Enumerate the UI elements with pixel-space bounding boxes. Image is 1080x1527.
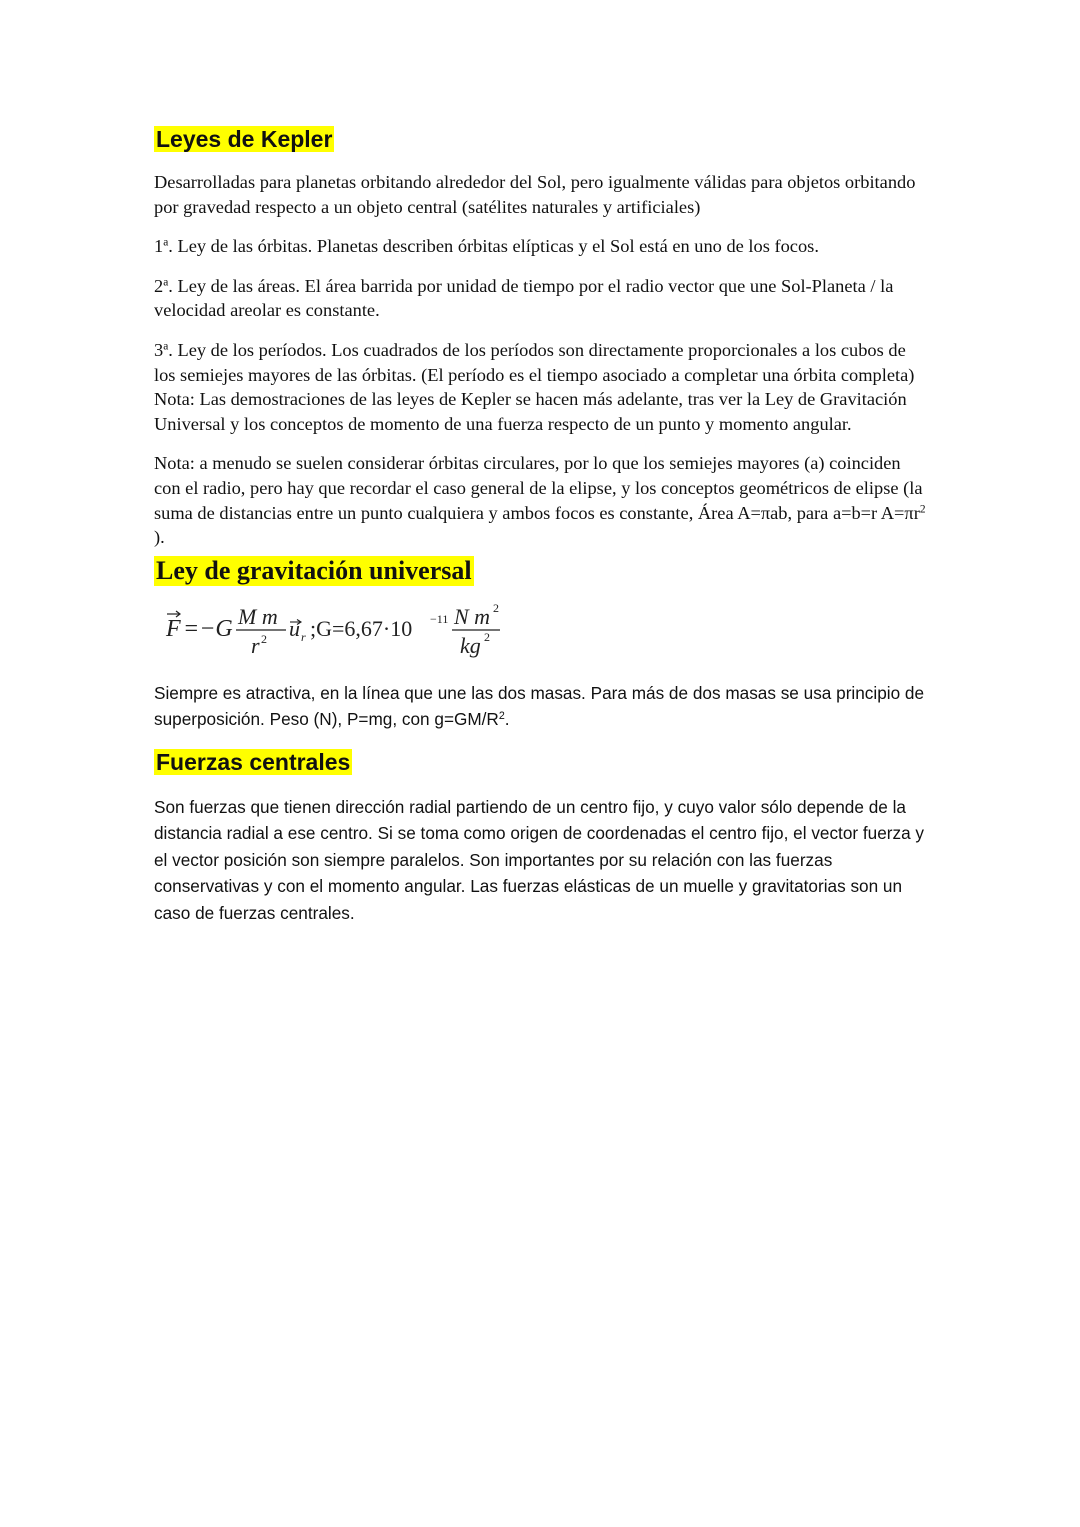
formula-den-exponent: 2 (261, 631, 267, 646)
central-text: Son fuerzas que tienen dirección radial partiendo de un centro fijo, y cuyo valor sólo depende de la distancia radial a ese centro. Si se toma como origen de coordenadas el centro fijo, el vector fuerza y el vector posición son siempre paralelos. Son importantes por su relación con las fuerzas conservativas y con el momento angular. Las fuerzas elásticas de un muelle y gravitatorias son un caso de fuerzas centrales. (154, 796, 925, 923)
formula-g-const: ;G=6,67·10 (310, 615, 413, 641)
heading-ley-gravitacion (154, 556, 929, 586)
kepler-law-3: 3$^a$. Ley de los períodos. Los cuadrados de los períodos son directamente proporcionales a los cubos de los semiejes mayores de las órbitas. (El período es el tiempo asociado a completar una órbita completa) Nota: Las demostraciones de las leyes de Kepler se hacen más adelante, tras ver la Ley de Gravitación Universal y los conceptos de momento de una fuerza respecto de un punto y momento angular. (154, 339, 915, 434)
formula-u-sub: r (301, 629, 306, 644)
gravitation-formula (164, 600, 929, 664)
kepler-law-2: 2$^a$. Ley de las áreas. El área barrida por unidad de tiempo por el radio vector que une Sol-Planeta / la velocidad areolar es constante. (154, 275, 894, 321)
formula-unit-den: kg (460, 632, 481, 658)
formula-u: u (289, 615, 300, 641)
formula-F: F (166, 615, 181, 642)
kepler-law-1: 1$^a$. Ley de las órbitas. Planetas describen órbitas elípticas y el Sol está en uno de los focos. (154, 236, 819, 257)
formula-unit-den-exp: 2 (484, 629, 490, 644)
formula-numerator: M m (238, 603, 278, 629)
formula-unit-num-exp: 2 (493, 600, 499, 615)
heading-highlight: Ley de gravitación universal (156, 555, 472, 585)
formula-eq-minus-g: =−G (183, 615, 233, 642)
formula-denominator: r (251, 632, 260, 658)
kepler-intro: Desarrolladas para planetas orbitando alrededor del Sol, pero igualmente válidas para objetos orbitando por gravedad respecto a un objeto central (satélites naturales y artificiales) (154, 172, 916, 217)
document-page (154, 126, 929, 926)
heading-leyes-de-kepler (154, 126, 929, 153)
kepler-note: Nota: a menudo se suelen considerar órbitas circulares, por lo que los semiejes mayores (a) coinciden con el radio, pero hay que recordar el caso general de la elipse, y los conceptos geométricos de elipse (la suma de distancias entre un punto cualquiera y ambos focos es constante, Área A=πab, para a=b=r $A=\pi r^2$ ). (154, 453, 926, 548)
heading-highlight: Fuerzas centrales (156, 748, 351, 775)
gravitation-text: Siempre es atractiva, en la línea que une las dos masas. Para más de dos masas se usa principio de superposición. Peso (N), P=mg, con $g=GM/R^2$. (154, 682, 925, 730)
heading-highlight: Leyes de Kepler (156, 126, 333, 152)
formula-svg (164, 600, 524, 664)
formula-exponent: −11 (430, 611, 449, 626)
heading-fuerzas-centrales (154, 749, 929, 776)
formula-unit-num: N m (454, 603, 491, 629)
